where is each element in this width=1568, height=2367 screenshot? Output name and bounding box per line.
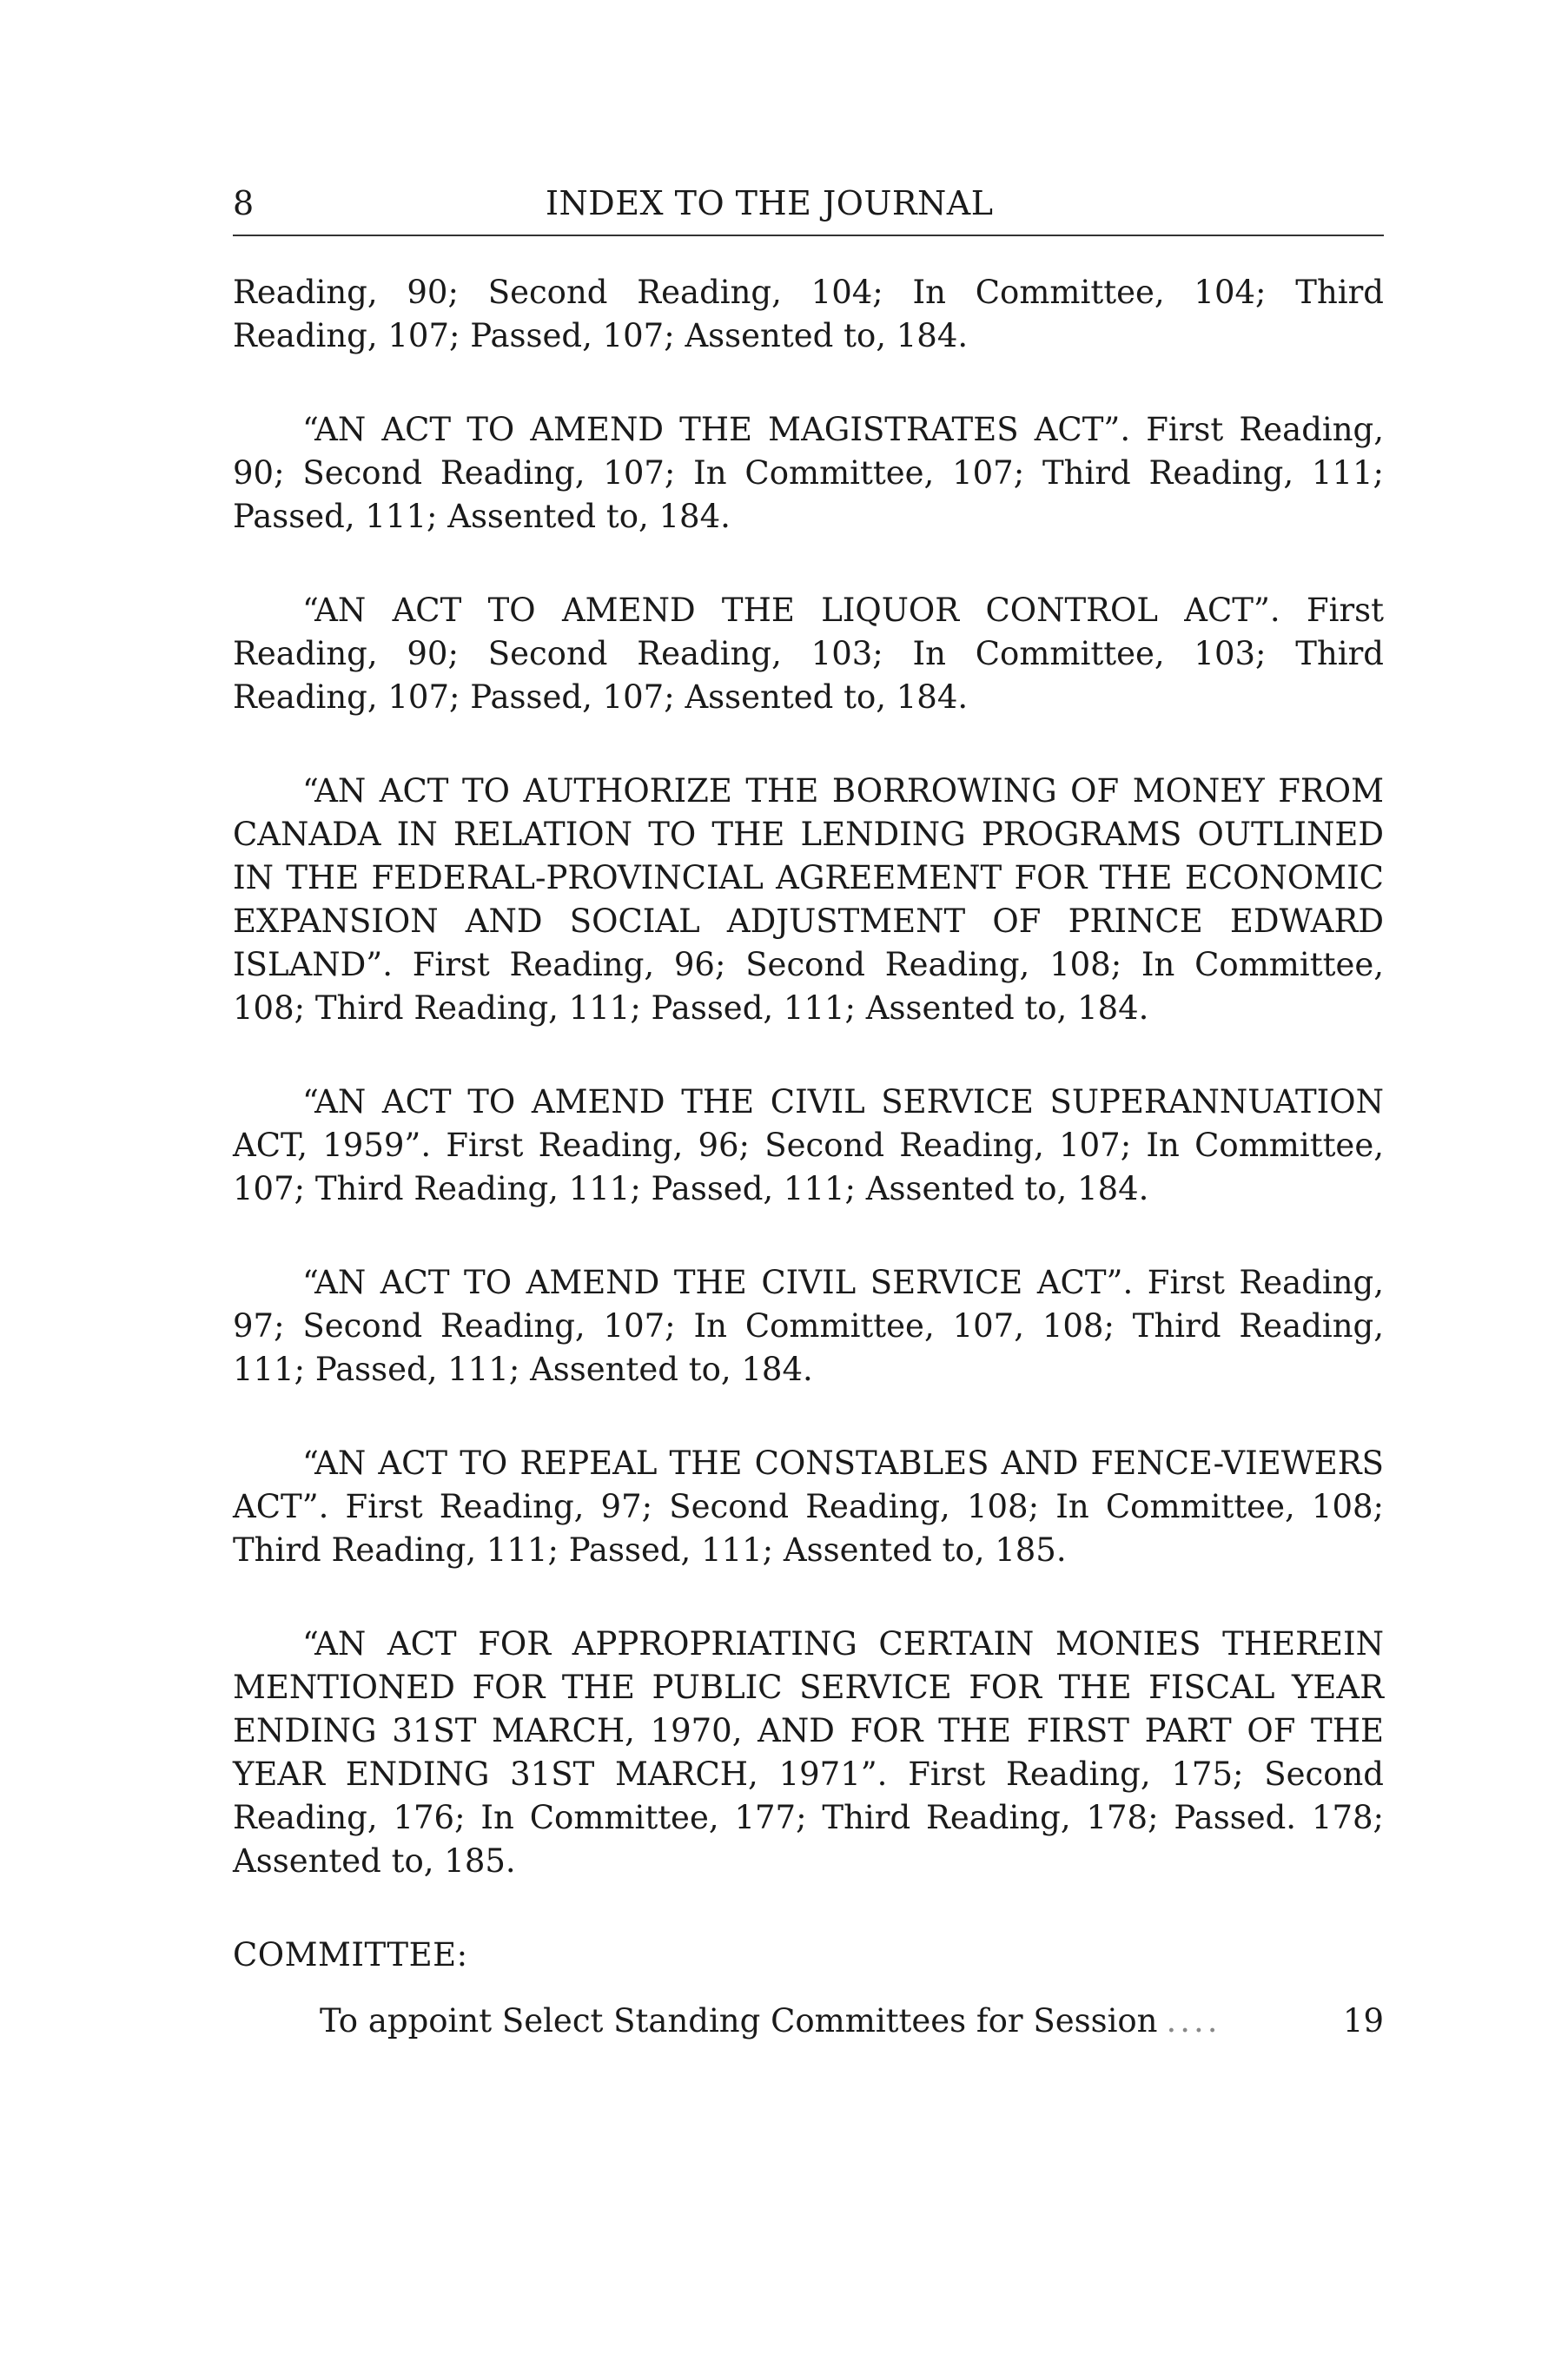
- committee-item-text: To appoint Select Standing Committees for Session: [320, 2002, 1158, 2040]
- index-entry-appropriating-monies-act: [233, 1623, 1384, 1883]
- entry-text: “AN ACT TO AMEND THE CIVIL SERVICE SUPERANNUATION ACT, 1959”. First Reading, 96; Second Reading, 107; In Committee, 107; Third Reading, 111; Passed, 111; Assented to, 184.: [233, 1083, 1384, 1207]
- index-entry-constables-fence-viewers-act: [233, 1442, 1384, 1572]
- entry-text: “AN ACT TO AMEND THE MAGISTRATES ACT”. First Reading, 90; Second Reading, 107; In Committee, 107; Third Reading, 111; Passed, 111; Assented to, 184.: [233, 411, 1384, 535]
- entry-text: “AN ACT TO AMEND THE LIQUOR CONTROL ACT”. First Reading, 90; Second Reading, 103; In Committee, 103; Third Reading, 107; Passed, 107; Assented to, 184.: [233, 592, 1384, 716]
- page-title: INDEX TO THE JOURNAL: [546, 184, 994, 222]
- entry-text: “AN ACT FOR APPROPRIATING CERTAIN MONIES THEREIN MENTIONED FOR THE PUBLIC SERVICE FOR THE FISCAL YEAR ENDING 31ST MARCH, 1970, AND FOR THE FIRST PART OF THE YEAR ENDING 31ST MARCH, 1971”. First Reading, 175; Second Reading, 176; In Committee, 177; Third Reading, 178; Passed. 178; Assented to, 185.: [233, 1625, 1384, 1880]
- entry-text: “AN ACT TO AUTHORIZE THE BORROWING OF MONEY FROM CANADA IN RELATION TO THE LENDING PROGRAMS OUTLINED IN THE FEDERAL-PROVINCIAL AGREEMENT FOR THE ECONOMIC EXPANSION AND SOCIAL ADJUSTMENT OF PRINCE EDWARD ISLAND”. First Reading, 96; Second Reading, 108; In Committee, 108; Third Reading, 111; Passed, 111; Assented to, 184.: [233, 772, 1384, 1027]
- page-number: 8: [233, 184, 255, 222]
- index-entries: [233, 271, 1384, 2043]
- header-rule: [233, 235, 1384, 236]
- committee-index-row: [233, 2000, 1384, 2043]
- index-entry-civil-service-superannuation-act: [233, 1081, 1384, 1211]
- entry-text: “AN ACT TO AMEND THE CIVIL SERVICE ACT”. First Reading, 97; Second Reading, 107; In Committee, 107, 108; Third Reading, 111; Passed, 111; Assented to, 184.: [233, 1264, 1384, 1388]
- dot-leader: ....: [1166, 2002, 1221, 2040]
- index-entry-liquor-control-act: [233, 589, 1384, 719]
- running-head: [233, 184, 1384, 226]
- index-entry-civil-service-act: [233, 1261, 1384, 1392]
- entry-text: “AN ACT TO REPEAL THE CONSTABLES AND FENCE-VIEWERS ACT”. First Reading, 97; Second Reading, 108; In Committee, 108; Third Reading, 111; Passed, 111; Assented to, 185.: [233, 1445, 1384, 1569]
- committee-heading: COMMITTEE:: [233, 1936, 468, 1974]
- index-entry-borrowing-money-act: [233, 770, 1384, 1030]
- entry-text: Reading, 90; Second Reading, 104; In Committee, 104; Third Reading, 107; Passed, 107; Assented to, 184.: [233, 274, 1384, 354]
- index-entry-magistrates-act: [233, 408, 1384, 539]
- index-entry-continued: [233, 271, 1384, 358]
- committee-item-page: 19: [1342, 2002, 1384, 2040]
